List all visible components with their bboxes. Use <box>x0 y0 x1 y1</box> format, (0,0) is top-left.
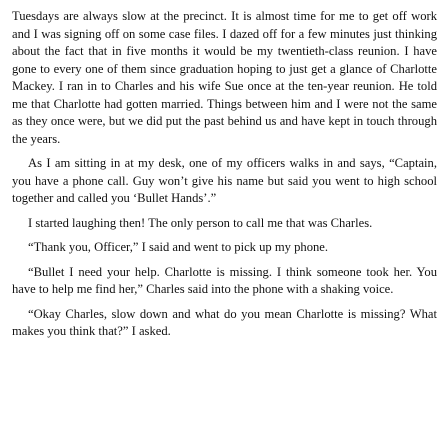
document-page <box>12 8 437 341</box>
paragraph-6: “Okay Charles, slow down and what do you mean Charlotte is missing? What makes you think that?” I asked. <box>12 306 437 338</box>
paragraph-2: As I am sitting in at my desk, one of my officers walks in and says, “Captain, you have a phone call. Guy won’t give his name but said you went to high school together and called you ‘Bullet Hands’.” <box>12 156 437 205</box>
paragraph-5: “Bullet I need your help. Charlotte is missing. I think someone took her. You have to help me find her,” Charles said into the phone with a shaking voice. <box>12 264 437 296</box>
paragraph-3: I started laughing then! The only person to call me that was Charles. <box>28 215 373 230</box>
paragraph-4: “Thank you, Officer,” I said and went to pick up my phone. <box>28 240 329 254</box>
paragraph-1: Tuesdays are always slow at the precinct. It is almost time for me to get off work and I was signing off on some case files. I dazed off for a few minutes just thinking about the fact that in five months it would be my twentieth-class reunion. I have gone to every one of them since graduation hoping to just get a glance of Charlotte Mackey. I ran in to Charles and his wife Sue once at the ten-year reunion. He told me that Charlotte had gotten married. Things between him and I were not the same as they once were, but we did put the past behind us and have kept in touch through the years. <box>12 9 437 146</box>
